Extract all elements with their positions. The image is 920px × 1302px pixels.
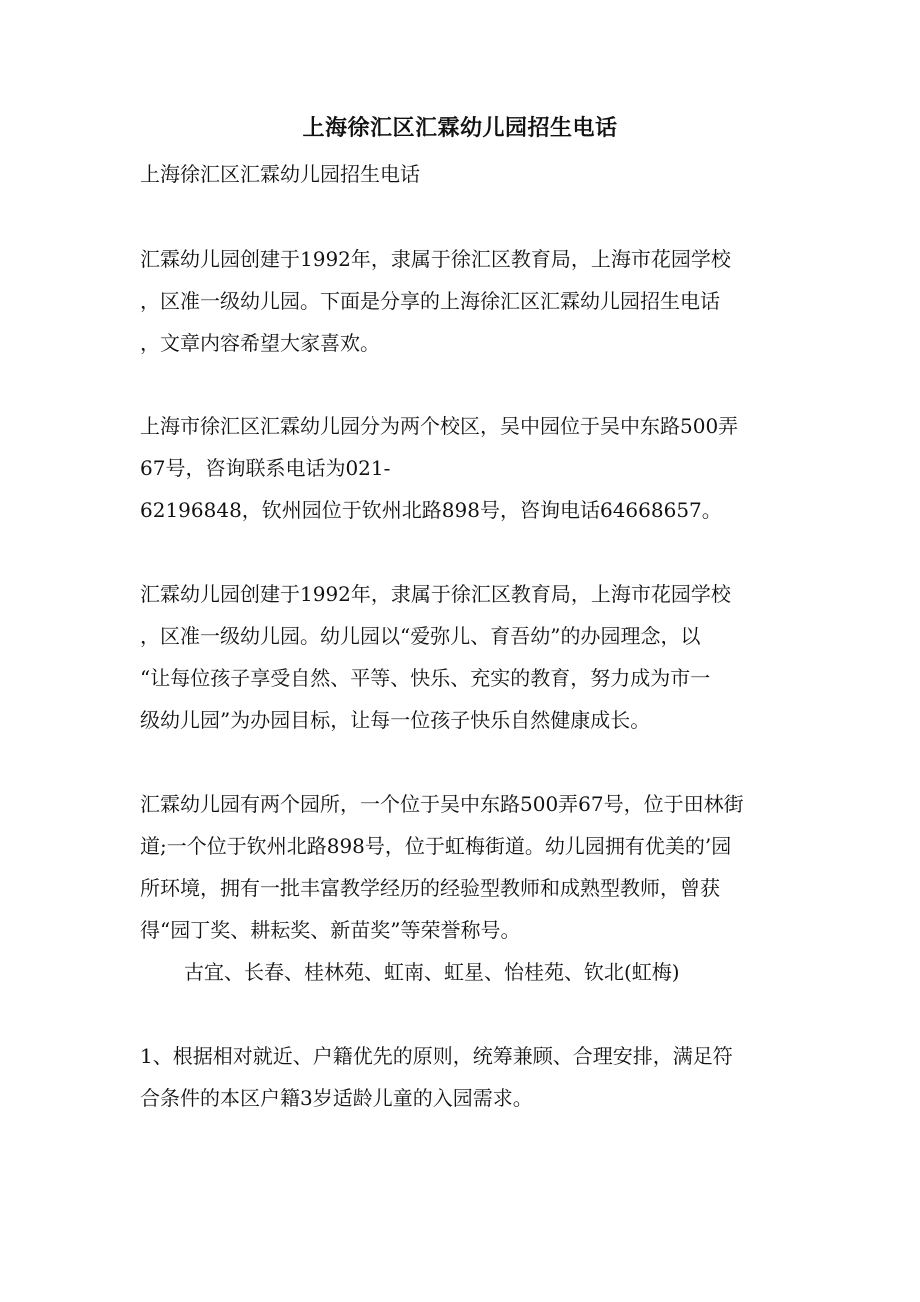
paragraph-line: 汇霖幼儿园创建于1992年，隶属于徐汇区教育局，上海市花园学校 xyxy=(140,582,731,606)
document-title: 上海徐汇区汇霖幼儿园招生电话 xyxy=(302,115,618,141)
paragraph-line: 级幼儿园”为办园目标，让每一位孩子快乐自然健康成长。 xyxy=(140,708,651,732)
paragraph-line: 古宜、长春、桂林苑、虹南、虹星、怡桂苑、钦北(虹梅) xyxy=(184,960,680,984)
paragraph-campuses xyxy=(140,405,780,531)
paragraph-line: 上海市徐汇区汇霖幼儿园分为两个校区，吴中园位于吴中东路500弄 xyxy=(140,414,739,438)
paragraph-line: 1、根据相对就近、户籍优先的原则，统筹兼顾、合理安排，满足符 xyxy=(140,1044,733,1068)
paragraph-line: ，文章内容希望大家喜欢。 xyxy=(140,331,380,355)
paragraph-line: 汇霖幼儿园创建于1992年，隶属于徐汇区教育局，上海市花园学校 xyxy=(140,247,731,271)
paragraph-districts xyxy=(140,951,780,993)
paragraph-line: 道;一个位于钦州北路898号，位于虹梅街道。幼儿园拥有优美的’园 xyxy=(140,834,732,858)
paragraph-philosophy xyxy=(140,573,780,741)
document-subtitle: 上海徐汇区汇霖幼儿园招生电话 xyxy=(140,162,420,186)
paragraph-line: 所环境，拥有一批丰富教学经历的经验型教师和成熟型教师，曾获 xyxy=(140,876,720,900)
paragraph-line: ，区准一级幼儿园。下面是分享的上海徐汇区汇霖幼儿园招生电话 xyxy=(140,289,720,313)
paragraph-intro xyxy=(140,238,780,364)
paragraph-line: 汇霖幼儿园有两个园所，一个位于吴中东路500弄67号，位于田林街 xyxy=(140,792,744,816)
paragraph-line: “让每位孩子享受自然、平等、快乐、充实的教育，努力成为市一 xyxy=(140,666,711,690)
paragraph-line: 得“园丁奖、耕耘奖、新苗奖”等荣誉称号。 xyxy=(140,918,521,942)
paragraph-locations xyxy=(140,783,780,951)
paragraph-rule-1 xyxy=(140,1035,780,1119)
paragraph-line: 67号，咨询联系电话为021- xyxy=(140,456,391,480)
paragraph-line: 合条件的本区户籍3岁适龄儿童的入园需求。 xyxy=(140,1086,533,1110)
paragraph-line: 62196848，钦州园位于钦州北路898号，咨询电话64668657。 xyxy=(140,498,722,522)
paragraph-line: ，区准一级幼儿园。幼儿园以“爱弥儿、育吾幼”的办园理念，以 xyxy=(140,624,701,648)
